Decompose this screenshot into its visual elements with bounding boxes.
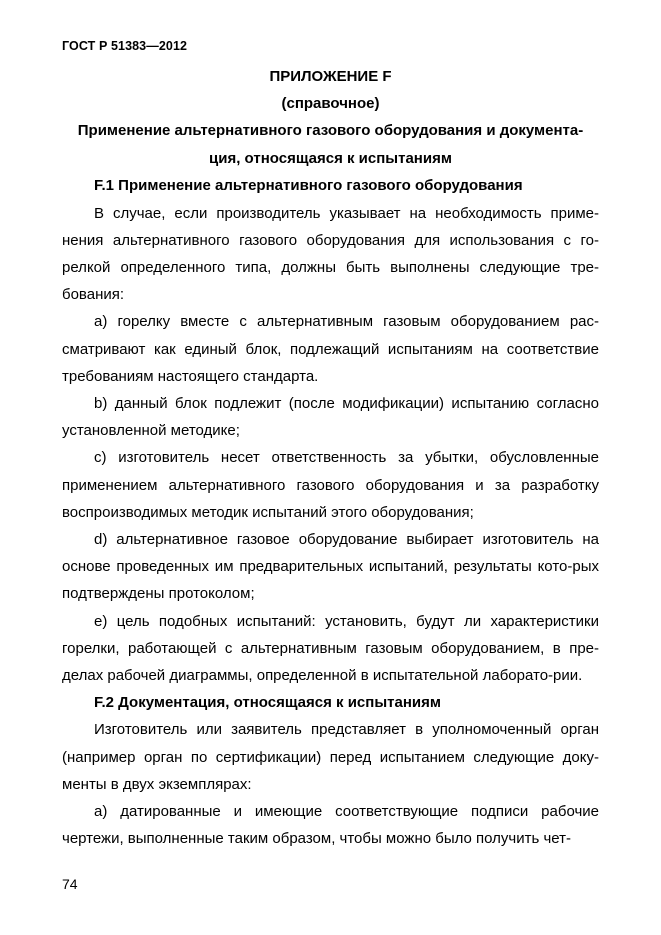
section-1-item-b: b) данный блок подлежит (после модификации) испытанию согласно установленной методике; (62, 395, 599, 440)
section-1-item-d: d) альтернативное газовое оборудование выбирает изготовитель на основе проведенных им предварительных испытаний, результаты кото-рых подтверждены протоколом; (62, 531, 599, 603)
appendix-title: ПРИЛОЖЕНИЕ F (269, 68, 392, 85)
section-2-heading: F.2 Документация, относящаяся к испытаниям (94, 694, 441, 712)
appendix-heading: Применение альтернативного газового оборудования и документа- ция, относящаяся к испытаниям (77, 122, 584, 167)
section-1-body (62, 200, 599, 690)
section-1-item-c: с) изготовитель несет ответственность за убытки, обусловленные применением альтернативного газового оборудования и за разработку воспроизводимых методик испытаний этого оборудования; (62, 449, 599, 521)
section-2-body (62, 716, 599, 852)
section-2-intro: Изготовитель или заявитель представляет в уполномоченный орган (например орган по сертификации) перед испытанием следующие доку-менты в двух экземплярах: (62, 721, 599, 793)
page-content (62, 63, 599, 852)
standard-header: ГОСТ Р 51383—2012 (62, 39, 188, 53)
appendix-type: (справочное) (281, 95, 380, 113)
section-1-item-e: е) цель подобных испытаний: установить, будут ли характеристики горелки, работающей с альтернативным газовым оборудованием, в пре-делах рабочей диаграммы, определенной в испытательной лаборато-рии. (62, 612, 599, 685)
page-number: 74 (62, 876, 78, 892)
section-1-intro: В случае, если производитель указывает на необходимость приме-нения альтернативного газового оборудования для использования с го-релкой определенного типа, должны быть выполнены следующие тре-бования: (62, 204, 599, 304)
section-2-item-a: а) датированные и имеющие соответствующие подписи рабочие чертежи, выполненные таким образом, чтобы можно было получить чет- (62, 803, 599, 848)
section-1-item-a: а) горелку вместе с альтернативным газовым оборудованием рас-сматривают как единый блок, подлежащий испытаниям на соответствие требованиям настоящего стандарта. (62, 313, 599, 385)
section-1-heading: F.1 Применение альтернативного газового оборудования (94, 177, 523, 195)
